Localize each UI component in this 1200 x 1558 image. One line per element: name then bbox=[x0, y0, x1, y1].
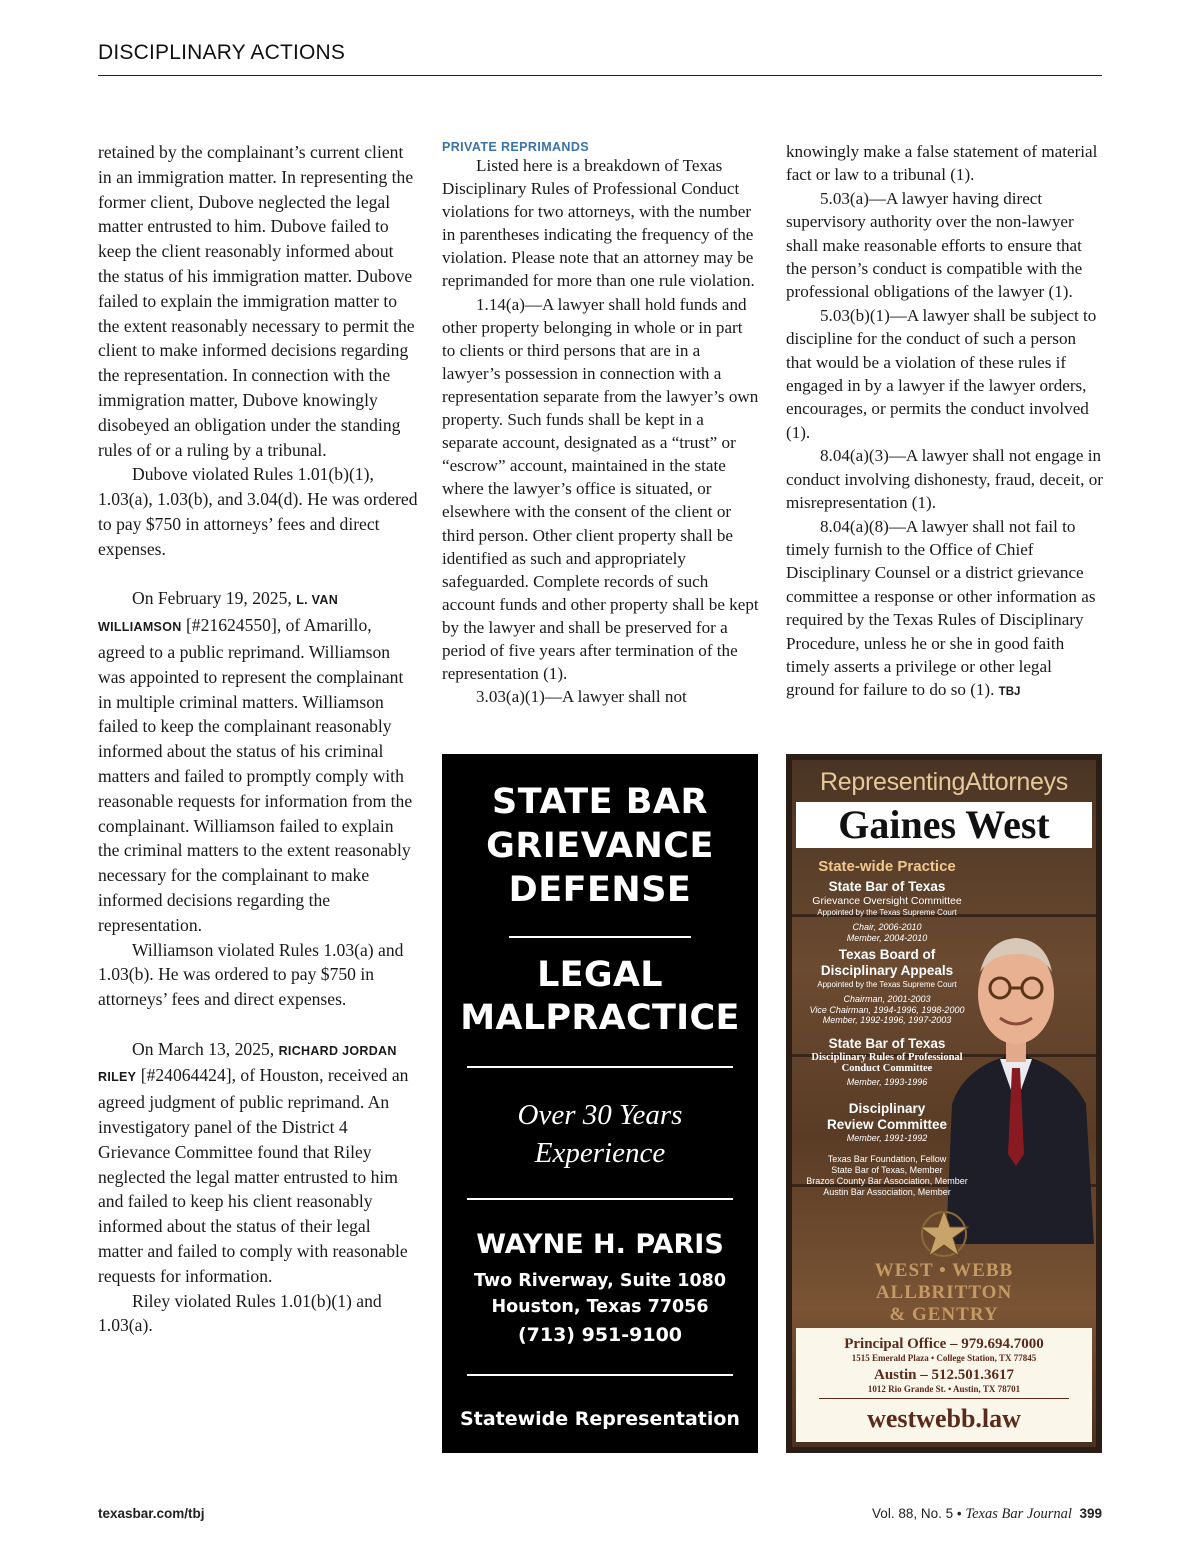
text-run: 8.04(a)(8)—A lawyer shall not fail to timely furnish to the Office of Chief Disciplinary Counsel or a district grievance committee a response or other information as required by the Texas Rules of Disciplinary Procedure, unless he or she in good faith timely asserts a privilege or other legal ground for failure to do so (1). bbox=[786, 516, 1096, 700]
ad-name-bar bbox=[796, 802, 1092, 848]
ad-headline-line: MALPRACTICE bbox=[460, 998, 740, 1038]
ad-headline-2 bbox=[442, 954, 758, 1040]
office-phone: Austin – 512.501.3617 bbox=[873, 1367, 1015, 1383]
ad-footer: Statewide Representation bbox=[460, 1408, 740, 1430]
article-paragraph: 5.03(b)(1)—A lawyer shall be subject to discipline for the conduct of such a person that would be a violation of these rules if engaged in by a lawyer if the lawyer orders, encourages, or permits the conduct involved (1). bbox=[786, 305, 1097, 442]
footer-site: texasbar.com/tbj bbox=[98, 1506, 205, 1521]
article-paragraph: 8.04(a)(3)—A lawyer shall not engage in conduct involving dishonesty, fraud, deceit, or misrepresentation (1). bbox=[786, 446, 1103, 513]
membership: Austin Bar Association, Member bbox=[823, 1186, 951, 1197]
attorney-name: L. VAN WILLIAMSON bbox=[98, 593, 339, 635]
ad-attorney-name: WAYNE H. PARIS bbox=[476, 1229, 724, 1260]
credential-title: State Bar of Texas bbox=[828, 879, 946, 894]
column-1 bbox=[98, 140, 418, 1338]
ad-address: Two Riverway, Suite 1080 bbox=[474, 1271, 726, 1291]
office-address: 1515 Emerald Plaza • College Station, TX 77845 bbox=[851, 1353, 1037, 1363]
article-paragraph: Dubove violated Rules 1.01(b)(1), 1.03(a), 1.03(b), and 3.04(d). He was ordered to pay $750 in attorneys’ fees and direct expenses. bbox=[98, 464, 418, 559]
article-paragraph: Riley violated Rules 1.01(b)(1) and 1.03(a). bbox=[98, 1290, 382, 1336]
end-mark: TBJ bbox=[998, 686, 1021, 699]
page-number: 399 bbox=[1079, 1506, 1102, 1521]
credential-role: Member, 2004-2010 bbox=[846, 932, 928, 943]
divider bbox=[467, 1198, 733, 1200]
article-paragraph: Listed here is a breakdown of Texas Disciplinary Rules of Professional Conduct violations for two attorneys, with the number in parentheses indicating the frequency of the violation. Please note that an attorney may be reprimanded for more than one rule violation. bbox=[442, 156, 755, 291]
divider bbox=[467, 1374, 733, 1376]
article-paragraph: Williamson violated Rules 1.03(a) and 1.03(b). He was ordered to pay $750 in attorneys’ fees and direct expenses. bbox=[98, 939, 404, 1010]
ad-headline-line: STATE BAR bbox=[492, 782, 708, 822]
credential-appointment: Appointed by the Texas Supreme Court bbox=[817, 980, 957, 989]
footer-volume: Vol. 88, No. 5 • bbox=[872, 1506, 962, 1521]
credential-subtitle: Disciplinary Rules of Professional bbox=[811, 1051, 963, 1063]
credentials-block bbox=[800, 858, 974, 1198]
ad-phone: (713) 951-9100 bbox=[517, 1324, 683, 1346]
membership: Brazos County Bar Association, Member bbox=[806, 1175, 968, 1186]
ad-address: Houston, Texas 77056 bbox=[491, 1297, 709, 1317]
credential-role: Vice Chairman, 1994-1996, 1998-2000 bbox=[809, 1004, 965, 1015]
ad-headline-line: GRIEVANCE bbox=[486, 826, 714, 866]
firm-website: westwebb.law bbox=[867, 1404, 1021, 1433]
article-paragraph: 1.14(a)—A lawyer shall hold funds and other property belonging in whole or in part to clients or third persons that are in a lawyer’s possession in connection with a representation separate from the lawyer’s own property. Such funds shall be kept in a separate account, designated as a “trust” or “escrow” account, maintained in the state where the lawyer’s office is situated, or elsewhere with the consent of the client or third person. Other client property shall be identified as such and appropriately safeguarded. Complete records of such account funds and other property shall be kept by the lawyer and shall be preserved for a period of five years after termination of the representation (1). bbox=[442, 294, 759, 684]
firm-name-line: ALLBRITTON bbox=[875, 1282, 1013, 1303]
section-title: DISCIPLINARY ACTIONS bbox=[98, 41, 346, 64]
text-run: On March 13, 2025, bbox=[132, 1038, 279, 1059]
credential-subtitle: Conduct Committee bbox=[841, 1062, 933, 1074]
ad-tagline bbox=[442, 1096, 758, 1172]
divider bbox=[819, 1398, 1069, 1399]
advertisement-west bbox=[786, 754, 1102, 1453]
credential-role: Chairman, 2001-2003 bbox=[843, 994, 931, 1004]
column-3 bbox=[786, 140, 1104, 705]
footer-citation bbox=[872, 1506, 1102, 1522]
credential-title: Disciplinary bbox=[848, 1101, 926, 1116]
credential-appointment: Appointed by the Texas Supreme Court bbox=[817, 908, 957, 917]
article-paragraph: 5.03(a)—A lawyer having direct supervisory authority over the non-lawyer shall make reasonable efforts to ensure that the person’s conduct is compatible with the professional obligations of the lawyer (1). bbox=[786, 188, 1083, 302]
credential-title: Review Committee bbox=[826, 1117, 948, 1132]
footer-journal: Texas Bar Journal bbox=[965, 1506, 1072, 1522]
subheading: PRIVATE REPRIMANDS bbox=[442, 140, 590, 154]
office-phone: Principal Office – 979.694.7000 bbox=[844, 1336, 1044, 1352]
divider bbox=[509, 936, 691, 938]
ad-tagline-line: Experience bbox=[534, 1137, 666, 1169]
attorney-name: RICHARD JORDAN RILEY bbox=[98, 1043, 397, 1085]
firm-name bbox=[792, 1260, 1096, 1326]
ad-tagline-line: Over 30 Years bbox=[517, 1099, 683, 1131]
credential-title: Texas Board of bbox=[838, 947, 936, 962]
article-paragraph bbox=[98, 586, 418, 937]
ad-headline-line: DEFENSE bbox=[508, 870, 692, 910]
ad-attorney-name: Gaines West bbox=[838, 802, 1050, 847]
column-2 bbox=[442, 140, 760, 708]
text-run: On February 19, 2025, bbox=[132, 588, 297, 609]
credentials-heading: State-wide Practice bbox=[818, 858, 956, 875]
ad-headline-line: LEGAL bbox=[537, 955, 663, 995]
credential-role: Member, 1991-1992 bbox=[846, 1133, 928, 1143]
text-run: [#21624550], of Amarillo, agreed to a public reprimand. Williamson was appointed to represent the complainant in multiple criminal matters. Williamson failed to keep the complainant reasonably informed about the status of his criminal matters and failed to promptly comply with reasonable requests for information from the complainant. Williamson failed to explain the criminal matters to the extent reasonably necessary for the complainant to make informed decisions regarding the representation. bbox=[98, 615, 413, 935]
article-paragraph: 3.03(a)(1)—A lawyer shall not bbox=[476, 687, 687, 707]
article-paragraph bbox=[786, 515, 1104, 705]
membership: State Bar of Texas, Member bbox=[831, 1164, 943, 1175]
star-emblem-icon bbox=[916, 1206, 972, 1262]
credential-role: Member, 1992-1996, 1997-2003 bbox=[822, 1015, 952, 1025]
article-paragraph bbox=[98, 1037, 418, 1289]
membership: Texas Bar Foundation, Fellow bbox=[827, 1153, 947, 1164]
firm-name-line: & GENTRY bbox=[889, 1304, 999, 1325]
article-paragraph: retained by the complainant’s current client in an immigration matter. In representing the former client, Dubove neglected the legal matter entrusted to him. Dubove failed to keep the client reasonably informed about the status of his immigration matter. Dubove failed to explain the immigration matter to the extent reasonably necessary to permit the client to make informed decisions regarding the representation. In connection with the immigration matter, Dubove knowingly disobeyed an obligation under the standing rules of or a ruling by a tribunal. bbox=[98, 142, 415, 460]
ad-headline bbox=[442, 780, 758, 912]
article-paragraph: knowingly make a false statement of material fact or law to a tribunal (1). bbox=[786, 142, 1098, 185]
credential-role: Chair, 2006-2010 bbox=[852, 922, 922, 932]
credential-title: Disciplinary Appeals bbox=[820, 963, 954, 978]
text-run: [#24064424], of Houston, received an agreed judgment of public reprimand. An investigatory panel of the District 4 Grievance Committee found that Riley neglected the legal matter entrusted to him and failed to keep his client reasonably informed about the status of their legal matter and failed to comply with reasonable requests for information. bbox=[98, 1065, 409, 1286]
firm-name-line: WEST • WEBB bbox=[874, 1260, 1014, 1281]
page-header bbox=[98, 40, 1102, 76]
credential-subtitle: Grievance Oversight Committee bbox=[812, 895, 962, 907]
ad-top-line: RepresentingAttorneys bbox=[819, 768, 1068, 796]
contact-panel bbox=[796, 1328, 1092, 1442]
credential-role: Member, 1993-1996 bbox=[846, 1076, 928, 1087]
credential-title: State Bar of Texas bbox=[828, 1035, 946, 1051]
office-address: 1012 Rio Grande St. • Austin, TX 78701 bbox=[867, 1384, 1021, 1394]
advertisement-paris bbox=[442, 754, 758, 1453]
divider bbox=[467, 1066, 733, 1068]
